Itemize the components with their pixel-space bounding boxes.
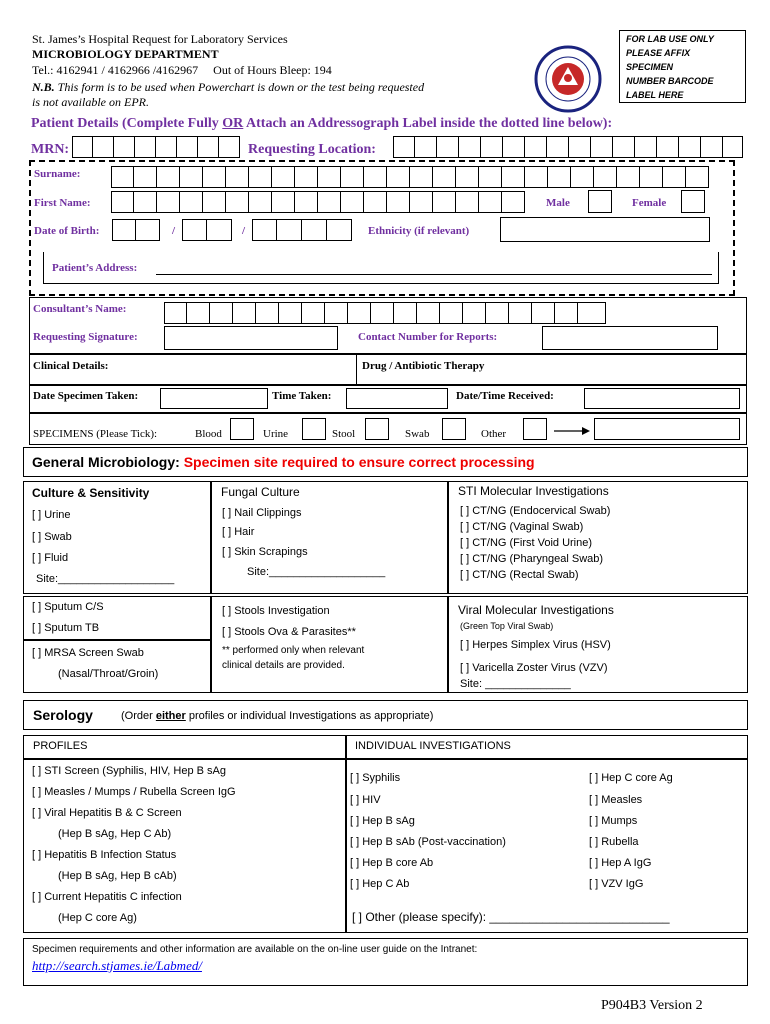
time-taken-field[interactable] — [346, 388, 448, 409]
first-name-label: First Name: — [34, 197, 91, 209]
lab-use-line: LABEL HERE — [626, 90, 684, 100]
requesting-location-field[interactable] — [393, 136, 743, 158]
signature-label: Requesting Signature: — [33, 331, 138, 343]
signature-field[interactable] — [164, 326, 338, 350]
drug-therapy-label[interactable]: Drug / Antibiotic Therapy — [362, 360, 485, 372]
profile-detail: (Hep B sAg, Hep B cAb) — [58, 870, 177, 882]
surname-label: Surname: — [34, 168, 81, 180]
profile-mmr-option[interactable]: [ ] Measles / Mumps / Rubella Screen IgG — [32, 786, 236, 798]
lab-use-line: SPECIMEN — [626, 62, 674, 72]
hep-c-core-option[interactable]: [ ] Hep C core Ag — [589, 772, 673, 784]
date-taken-label: Date Specimen Taken: — [33, 390, 139, 402]
general-micro-title: General Microbiology: Specimen site required to ensure correct processing — [32, 454, 535, 470]
vzv-option[interactable]: [ ] Varicella Zoster Virus (VZV) — [460, 662, 608, 674]
vzv-igg-option[interactable]: [ ] VZV IgG — [589, 878, 644, 890]
arrow-right-icon — [552, 426, 592, 436]
sti-option[interactable]: [ ] CT/NG (Rectal Swab) — [460, 569, 579, 581]
hep-c-ab-option[interactable]: [ ] Hep C Ab — [350, 878, 410, 890]
patient-address-field[interactable] — [43, 252, 719, 284]
lab-use-line: PLEASE AFFIX — [626, 48, 691, 58]
contact-label: Contact Number for Reports: — [358, 331, 498, 343]
stools-note-2: clinical details are provided. — [222, 660, 345, 671]
ethnicity-field[interactable] — [500, 217, 710, 242]
other-label: Other — [481, 428, 507, 440]
sputum-tb-option[interactable]: [ ] Sputum TB — [32, 622, 100, 634]
profile-hep-b-option[interactable]: [ ] Hepatitis B Infection Status — [32, 849, 177, 861]
culture-urine-option[interactable]: [ ] Urine — [32, 509, 71, 521]
stools-investigation-option[interactable]: [ ] Stools Investigation — [222, 605, 330, 617]
specimens-label: SPECIMENS (Please Tick): — [33, 428, 158, 440]
profile-hep-c-option[interactable]: [ ] Current Hepatitis C infection — [32, 891, 182, 903]
date-received-label: Date/Time Received: — [456, 390, 554, 402]
culture-fluid-option[interactable]: [ ] Fluid — [32, 552, 69, 564]
sti-option[interactable]: [ ] CT/NG (Pharyngeal Swab) — [460, 553, 604, 565]
measles-option[interactable]: [ ] Measles — [589, 794, 643, 806]
mrsa-option[interactable]: [ ] MRSA Screen Swab — [32, 647, 144, 659]
patient-details-heading: Patient Details (Complete Fully OR Attach an Addressograph Label inside the dotted line below): — [31, 116, 613, 131]
serology-note: (Order either profiles or individual Investigations as appropriate) — [121, 710, 434, 722]
sti-option[interactable]: [ ] CT/NG (First Void Urine) — [460, 537, 593, 549]
hep-a-option[interactable]: [ ] Hep A IgG — [589, 857, 652, 869]
department-title: MICROBIOLOGY DEPARTMENT — [32, 47, 219, 61]
surname-field[interactable] — [111, 166, 721, 188]
stools-ova-option[interactable]: [ ] Stools Ova & Parasites** — [222, 626, 356, 638]
swab-checkbox[interactable] — [442, 418, 466, 440]
mrn-field[interactable] — [72, 136, 240, 158]
stool-checkbox[interactable] — [365, 418, 389, 440]
swab-label: Swab — [405, 428, 430, 440]
viral-title: Viral Molecular Investigations — [458, 603, 614, 617]
viral-site-field[interactable]: Site: ______________ — [460, 678, 571, 690]
male-checkbox[interactable] — [588, 190, 612, 213]
form-version: P904B3 Version 2 — [601, 998, 703, 1013]
other-checkbox[interactable] — [523, 418, 547, 440]
mrn-label: MRN: — [31, 142, 70, 157]
rubella-option[interactable]: [ ] Rubella — [589, 836, 639, 848]
urine-label: Urine — [263, 428, 289, 440]
dob-month-field[interactable] — [182, 219, 232, 241]
labmed-link[interactable]: http://search.stjames.ie/Labmed/ — [32, 958, 202, 973]
blood-label: Blood — [195, 428, 222, 440]
hiv-option[interactable]: [ ] HIV — [350, 794, 381, 806]
dob-slash: / — [172, 225, 176, 237]
date-received-field[interactable] — [584, 388, 740, 409]
fungal-nail-option[interactable]: [ ] Nail Clippings — [222, 507, 302, 519]
other-specify-option[interactable]: [ ] Other (please specify): ___________________________ — [352, 910, 670, 924]
dob-slash: / — [242, 225, 246, 237]
female-checkbox[interactable] — [681, 190, 705, 213]
lab-use-line: FOR LAB USE ONLY — [626, 34, 714, 44]
mrsa-sites: (Nasal/Throat/Groin) — [58, 668, 159, 680]
date-taken-field[interactable] — [160, 388, 268, 409]
blood-checkbox[interactable] — [230, 418, 254, 440]
fungal-title: Fungal Culture — [221, 485, 300, 499]
culture-title: Culture & Sensitivity — [32, 486, 150, 500]
stool-label: Stool — [332, 428, 356, 440]
profile-sti-option[interactable]: [ ] STI Screen (Syphilis, HIV, Hep B sAg — [32, 765, 227, 777]
profile-detail: (Hep C core Ag) — [58, 912, 137, 924]
footer-info: Specimen requirements and other information are available on the on-line user guide on the Intranet: — [32, 944, 478, 955]
dob-year-field[interactable] — [252, 219, 352, 241]
syphilis-option[interactable]: [ ] Syphilis — [350, 772, 401, 784]
fungal-hair-option[interactable]: [ ] Hair — [222, 526, 255, 538]
male-label: Male — [546, 197, 570, 209]
hep-b-core-option[interactable]: [ ] Hep B core Ab — [350, 857, 434, 869]
ethnicity-label: Ethnicity (if relevant) — [368, 225, 470, 237]
sputum-cs-option[interactable]: [ ] Sputum C/S — [32, 601, 104, 613]
note-line-2: is not available on EPR. — [32, 95, 149, 109]
culture-site-field[interactable]: Site:___________________ — [36, 573, 175, 585]
fungal-site-field[interactable]: Site:___________________ — [247, 566, 386, 578]
dob-label: Date of Birth: — [34, 225, 100, 237]
requesting-location-label: Requesting Location: — [248, 142, 376, 157]
profile-detail: (Hep B sAg, Hep C Ab) — [58, 828, 172, 840]
consultant-label: Consultant’s Name: — [33, 303, 127, 315]
stools-note-1: ** performed only when relevant — [222, 645, 365, 656]
sti-option[interactable]: [ ] CT/NG (Vaginal Swab) — [460, 521, 584, 533]
viral-subtitle: (Green Top Viral Swab) — [460, 621, 554, 631]
profile-viral-hep-option[interactable]: [ ] Viral Hepatitis B & C Screen — [32, 807, 182, 819]
dob-day-field[interactable] — [112, 219, 160, 241]
hep-b-sag-option[interactable]: [ ] Hep B sAg — [350, 815, 415, 827]
sti-option[interactable]: [ ] CT/NG (Endocervical Swab) — [460, 505, 611, 517]
note-line-1: N.B. This form is to be used when Powerchart is down or the test being requested — [32, 80, 425, 94]
other-specify-field[interactable] — [594, 418, 740, 440]
contact-field[interactable] — [542, 326, 718, 350]
fungal-skin-option[interactable]: [ ] Skin Scrapings — [222, 546, 308, 558]
lab-use-line: NUMBER BARCODE — [626, 76, 714, 86]
time-taken-label: Time Taken: — [272, 390, 332, 402]
sti-title: STI Molecular Investigations — [458, 484, 609, 498]
patient-address-label: Patient’s Address: — [52, 262, 138, 274]
mumps-option[interactable]: [ ] Mumps — [589, 815, 638, 827]
lab-use-box — [619, 30, 746, 103]
individual-heading: INDIVIDUAL INVESTIGATIONS — [355, 740, 511, 752]
hsv-option[interactable]: [ ] Herpes Simplex Virus (HSV) — [460, 639, 611, 651]
urine-checkbox[interactable] — [302, 418, 326, 440]
consultant-field[interactable] — [164, 302, 606, 324]
phone-line: Tel.: 4162941 / 4162966 /4162967 Out of Hours Bleep: 194 — [32, 63, 332, 77]
hospital-seal-logo — [534, 45, 602, 113]
profiles-heading: PROFILES — [33, 740, 88, 752]
female-label: Female — [632, 197, 667, 209]
hep-b-sab-option[interactable]: [ ] Hep B sAb (Post-vaccination) — [350, 836, 506, 848]
clinical-details-label[interactable]: Clinical Details: — [33, 360, 109, 372]
first-name-field[interactable] — [111, 191, 527, 213]
culture-swab-option[interactable]: [ ] Swab — [32, 531, 72, 543]
serology-title: Serology — [33, 707, 93, 723]
hospital-line: St. James’s Hospital Request for Laboratory Services — [32, 32, 288, 46]
